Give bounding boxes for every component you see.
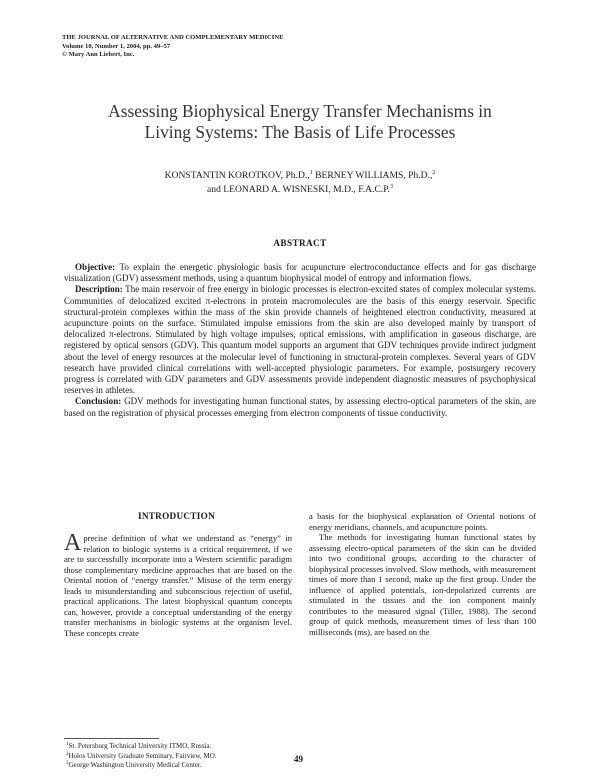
- intro-paragraph-1: [64, 530, 292, 638]
- footnote-1-text: St. Petersburg Technical University ITMO, Russia.: [68, 742, 212, 750]
- abstract-body: [64, 262, 536, 419]
- footnote-2-marker: 2: [66, 751, 69, 757]
- author-affil-1: 1: [309, 170, 313, 176]
- journal-copyright: © Mary Ann Liebert, Inc.: [62, 51, 135, 59]
- author-list: [40, 169, 560, 197]
- author-affil-2: 2: [432, 170, 436, 176]
- title-line-2: Living Systems: The Basis of Life Processes: [144, 122, 456, 142]
- conclusion-label: Conclusion:: [75, 396, 122, 407]
- intro-paragraph-2: a basis for the biophysical explanation of Oriental notions of energy meridians, channels, and acupuncture points.: [309, 511, 536, 532]
- description-text: The main reservoir of free energy in biologic processes is electron-excited states of complex molecular systems. Communities of delocalized excited π-electrons in protein macromolecules are the basis of this energy reservoir. Specific structural-protein complexes within the mass of the skin provide channels of heightened electron conductivity, measured at acupuncture points on the surface. Stimulated impulse emissions from the skin are also developed mainly by transport of delocalized π-electrons. Stimulated by high voltage impulses, optical emissions, with amplification in gaseous discharge, are registered by optical sensors (GDV). This quantum model supports an argument that GDV techniques provide indirect judgment about the level of energy resources at the molecular level of functioning in structural-protein complexes. Several years of GDV research have provided clinical correlations with well-accepted physiologic parameters. For example, postsurgery recovery progress is correlated with GDV parameters and GDV assessments provide independent diagnostic measures of psychophysical reserves in athletes.: [64, 284, 536, 396]
- author-line-2: [40, 183, 560, 197]
- author-williams: BERNEY WILLIAMS, Ph.D.,: [312, 170, 433, 181]
- author-korotkov: KONSTANTIN KOROTKOV, Ph.D.,: [164, 170, 310, 181]
- author-line-1: [40, 169, 560, 183]
- objective-label: Objective:: [75, 262, 116, 272]
- footnote-2-text: Holos University Graduate Seminary, Fairview, MO.: [68, 751, 217, 760]
- introduction-heading: INTRODUCTION: [137, 511, 216, 521]
- description-label: Description:: [75, 284, 123, 295]
- journal-volume: Volume 10, Number 1, 2004, pp. 49–57: [62, 42, 171, 50]
- conclusion-text: GDV methods for investigating human functional states, by assessing electro-optical parameters of the skin, are based on the registration of physical processes emerging from electron components of tissue conductivity.: [64, 396, 536, 418]
- footnote-3-text: George Washington University Medical Center.: [68, 761, 202, 770]
- author-wisneski: and LEONARD A. WISNESKI, M.D., F.A.C.P.: [207, 184, 390, 195]
- abstract-description: [64, 284, 536, 396]
- footnotes: [64, 742, 217, 771]
- footnote-3-marker: 3: [66, 761, 69, 767]
- body-column-right: [309, 511, 536, 637]
- journal-header: [62, 34, 284, 60]
- journal-name: THE JOURNAL OF ALTERNATIVE AND COMPLEMENTARY MEDICINE: [62, 34, 284, 41]
- body-column-left: [64, 530, 292, 638]
- abstract-objective: [64, 262, 536, 284]
- intro-paragraph-1-text: precise definition of what we understand as “energy” in relation to biologic systems is a critical requirement, if we are to successfully incorporate into a Western scientific paradigm those complementary medicine approaches that are based on the Oriental notion of “energy transfer.” Misuse of the term energy leads to misunderstanding and subconscious rejection of useful, practical applications. The latest biophysical quantum concepts can, however, provide a conceptual understanding of the energy transfer mechanisms in biologic systems at the organism level. These concepts create: [64, 533, 292, 638]
- drop-cap: A: [64, 530, 82, 556]
- footnote-3: [64, 761, 217, 771]
- author-affil-3: 3: [389, 184, 393, 190]
- footnote-1: [64, 742, 217, 752]
- footnote-1-marker: 1: [66, 742, 69, 747]
- abstract-conclusion: [64, 396, 536, 418]
- article-title: [40, 101, 560, 143]
- abstract-heading: ABSTRACT: [273, 238, 327, 248]
- page-number: 49: [294, 754, 303, 764]
- footnote-2: [64, 752, 217, 762]
- footnote-divider: [64, 738, 159, 739]
- objective-text: To explain the energetic physiologic basis for acupuncture electroconductance effects and for gas discharge visualization (GDV) assessment methods, using a quantum biophysical model of entropy and information flows.: [64, 262, 536, 284]
- intro-paragraph-3: The methods for investigating human functional states by assessing electro-optical parameters of the skin can be divided into two conditional groups, according to the character of biophysical processes involved. Slow methods, with measurement times of more than 1 second, make up the first group. Under the influence of applied potentials, ion-depolarized currents are stimulated in the tissues and the ion component mainly contributes to the measured signal (Tiller, 1988). The second group of quick methods, measurement times of less than 100 milliseconds (ms), are based on the: [309, 532, 536, 637]
- title-line-1: Assessing Biophysical Energy Transfer Mechanisms in: [108, 101, 492, 121]
